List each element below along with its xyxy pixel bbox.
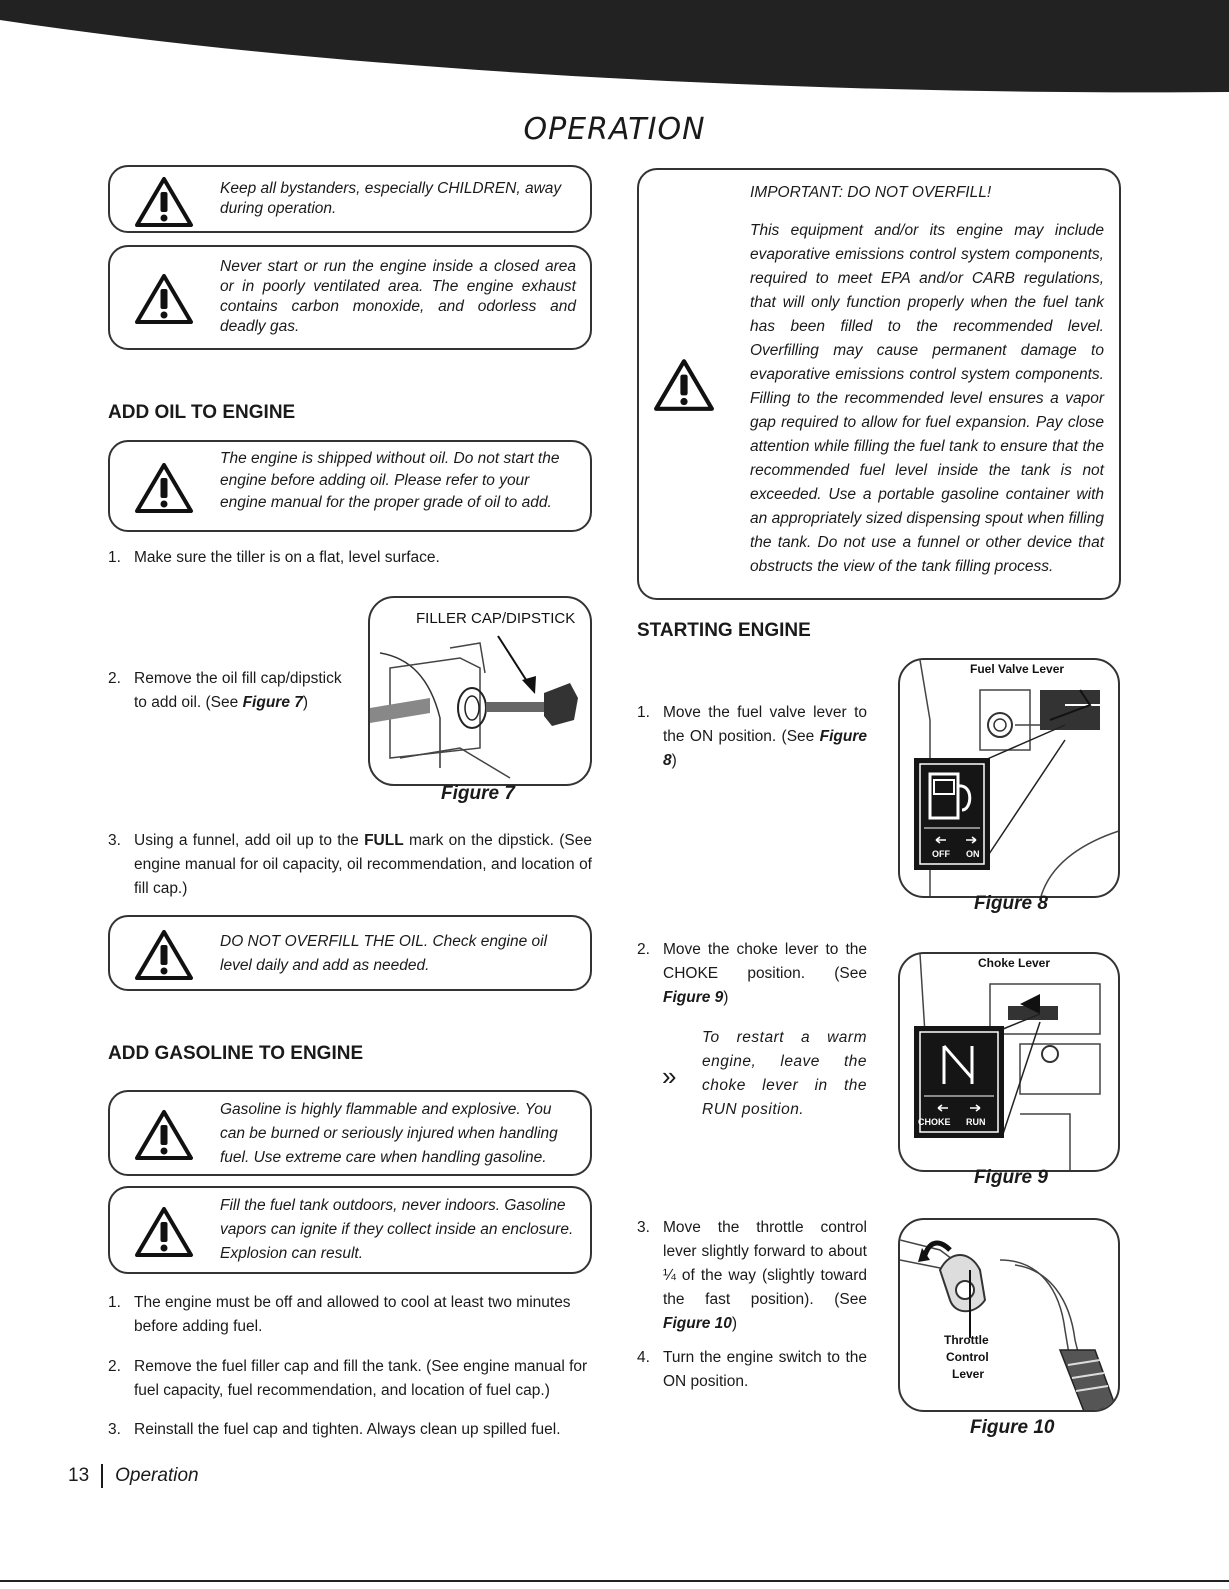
fuel-off-label: OFF <box>932 849 950 859</box>
warning-triangle-icon <box>134 1109 194 1161</box>
warning-triangle-icon <box>134 462 194 514</box>
figure-9-image <box>898 952 1120 1172</box>
figure-7-ref[interactable]: Figure 7 <box>242 694 303 711</box>
heading-starting-engine: STARTING ENGINE <box>637 620 811 641</box>
start-step-2: 2. Move the choke lever to the CHOKE position. (See Figure 9) <box>637 941 867 1006</box>
figure-8-image <box>898 658 1120 898</box>
fuel-valve-illustration <box>900 660 1120 898</box>
figure-7-label: FILLER CAP/DIPSTICK <box>416 610 576 627</box>
figure-10-label-line-2: Control <box>946 1350 989 1364</box>
warning-triangle-icon <box>134 1206 194 1258</box>
warning-ventilation <box>108 245 592 350</box>
figure-9-ref[interactable]: Figure 9 <box>663 989 724 1006</box>
warning-text: Keep all bystanders, especially CHILDREN, away during operation. <box>220 180 562 217</box>
gasoline-step-3: 3. Reinstall the fuel cap and tighten. Always clean up spilled fuel. <box>108 1421 561 1438</box>
header-banner <box>0 0 1229 95</box>
choke-position-label: CHOKE <box>918 1117 951 1127</box>
footer-section-name: Operation <box>115 1465 199 1487</box>
choke-lever-illustration <box>900 954 1120 1172</box>
gasoline-step-1: 1. The engine must be off and allowed to cool at least two minutes before adding fuel. <box>108 1294 571 1335</box>
warning-oil-shipped <box>108 440 592 532</box>
figure-10-caption: Figure 10 <box>970 1417 1055 1438</box>
dipstick-illustration <box>370 598 592 786</box>
warning-text: Never start or run the engine inside a closed area or in poorly ventilated area. The engine exhaust contains carbon monoxide, and odorless and deadly gas. <box>220 258 576 335</box>
warning-gasoline-flammable <box>108 1090 592 1176</box>
start-step-3: 3. Move the throttle control lever slightly forward to about ¼ of the way (slightly toward the fast position). (See Figure 10) <box>637 1219 867 1332</box>
warning-triangle-icon <box>653 358 715 412</box>
bottom-rule <box>0 1580 1229 1582</box>
warning-triangle-icon <box>134 273 194 325</box>
oil-step-1: 1. Make sure the tiller is on a flat, level surface. <box>108 549 440 566</box>
figure-9-caption: Figure 9 <box>974 1167 1048 1188</box>
page-footer <box>68 1464 199 1488</box>
warning-triangle-icon <box>134 176 194 228</box>
figure-10-label-line-3: Lever <box>952 1367 985 1381</box>
figure-9-label: Choke Lever <box>978 956 1051 970</box>
important-title: IMPORTANT: DO NOT OVERFILL! <box>750 184 992 201</box>
figure-8-label: Fuel Valve Lever <box>970 662 1065 676</box>
warning-bystanders <box>108 165 592 233</box>
figure-10-label-line-1: Throttle <box>944 1333 989 1347</box>
warning-text: Gasoline is highly flammable and explosive. You can be burned or seriously injured when handling fuel. Use extreme care when handling gasoline. <box>220 1101 558 1166</box>
footer-divider <box>101 1464 103 1488</box>
gasoline-step-2: 2. Remove the fuel filler cap and fill the tank. (See engine manual for fuel capacity, fuel recommendation, and location of fuel cap.) <box>108 1358 588 1399</box>
warning-triangle-icon <box>134 929 194 981</box>
note-chevron-icon: » <box>662 1061 677 1091</box>
start-step-1: 1. Move the fuel valve lever to the ON position. (See Figure 8) <box>637 704 867 769</box>
run-position-label: RUN <box>966 1117 986 1127</box>
warning-text: Fill the fuel tank outdoors, never indoors. Gasoline vapors can ignite if they collect inside an enclosure. Explosion can result. <box>220 1197 574 1262</box>
warning-text: The engine is shipped without oil. Do not start the engine before adding oil. Please refer to your engine manual for the proper grade of oil to add. <box>220 450 560 511</box>
warning-important-overfill <box>637 168 1121 600</box>
warning-overfill-oil <box>108 915 592 991</box>
important-body: This equipment and/or its engine may include evaporative emissions control system components, required to meet EPA and/or CARB regulations, that will only function properly when the fuel tank has been filled to the recommended level. Overfilling may cause permanent damage to evaporative emissions control system components. Filling to the recommended level ensures a vapor gap required to allow for fuel expansion. Pay close attention while filling the fuel tank to ensure that the recommended fuel level inside the tank is not exceeded. Use a portable gasoline container with an appropriately sized dispensing spout when filling the tank. Do not use a funnel or other device that obstructs the view of the tank filling process. <box>750 222 1104 575</box>
fuel-on-label: ON <box>966 849 980 859</box>
oil-step-3: 3. Using a funnel, add oil up to the FULL mark on the dipstick. (See engine manual for oil capacity, oil recommendation, and location of fill cap.) <box>108 832 592 897</box>
figure-10-ref[interactable]: Figure 10 <box>663 1315 732 1332</box>
warning-text: DO NOT OVERFILL THE OIL. Check engine oil level daily and add as needed. <box>220 933 548 974</box>
figure-8-caption: Figure 8 <box>974 893 1048 914</box>
page-title: OPERATION <box>523 112 706 147</box>
heading-add-oil: ADD OIL TO ENGINE <box>108 402 296 423</box>
figure-10-image <box>898 1218 1120 1412</box>
warm-restart-note: To restart a warm engine, leave the choke lever in the RUN position. <box>702 1029 867 1118</box>
start-step-4: 4. Turn the engine switch to the ON position. <box>637 1349 867 1390</box>
warning-fill-outdoors <box>108 1186 592 1274</box>
page-number: 13 <box>68 1465 90 1487</box>
figure-7-caption: Figure 7 <box>441 783 515 804</box>
throttle-lever-illustration <box>900 1220 1120 1412</box>
oil-step-2: 2. Remove the oil fill cap/dipstick to add oil. (See Figure 7) <box>108 670 342 711</box>
figure-8-ref[interactable]: Figure 8 <box>663 728 867 769</box>
heading-add-gasoline: ADD GASOLINE TO ENGINE <box>108 1043 364 1064</box>
figure-7-image <box>368 596 592 786</box>
